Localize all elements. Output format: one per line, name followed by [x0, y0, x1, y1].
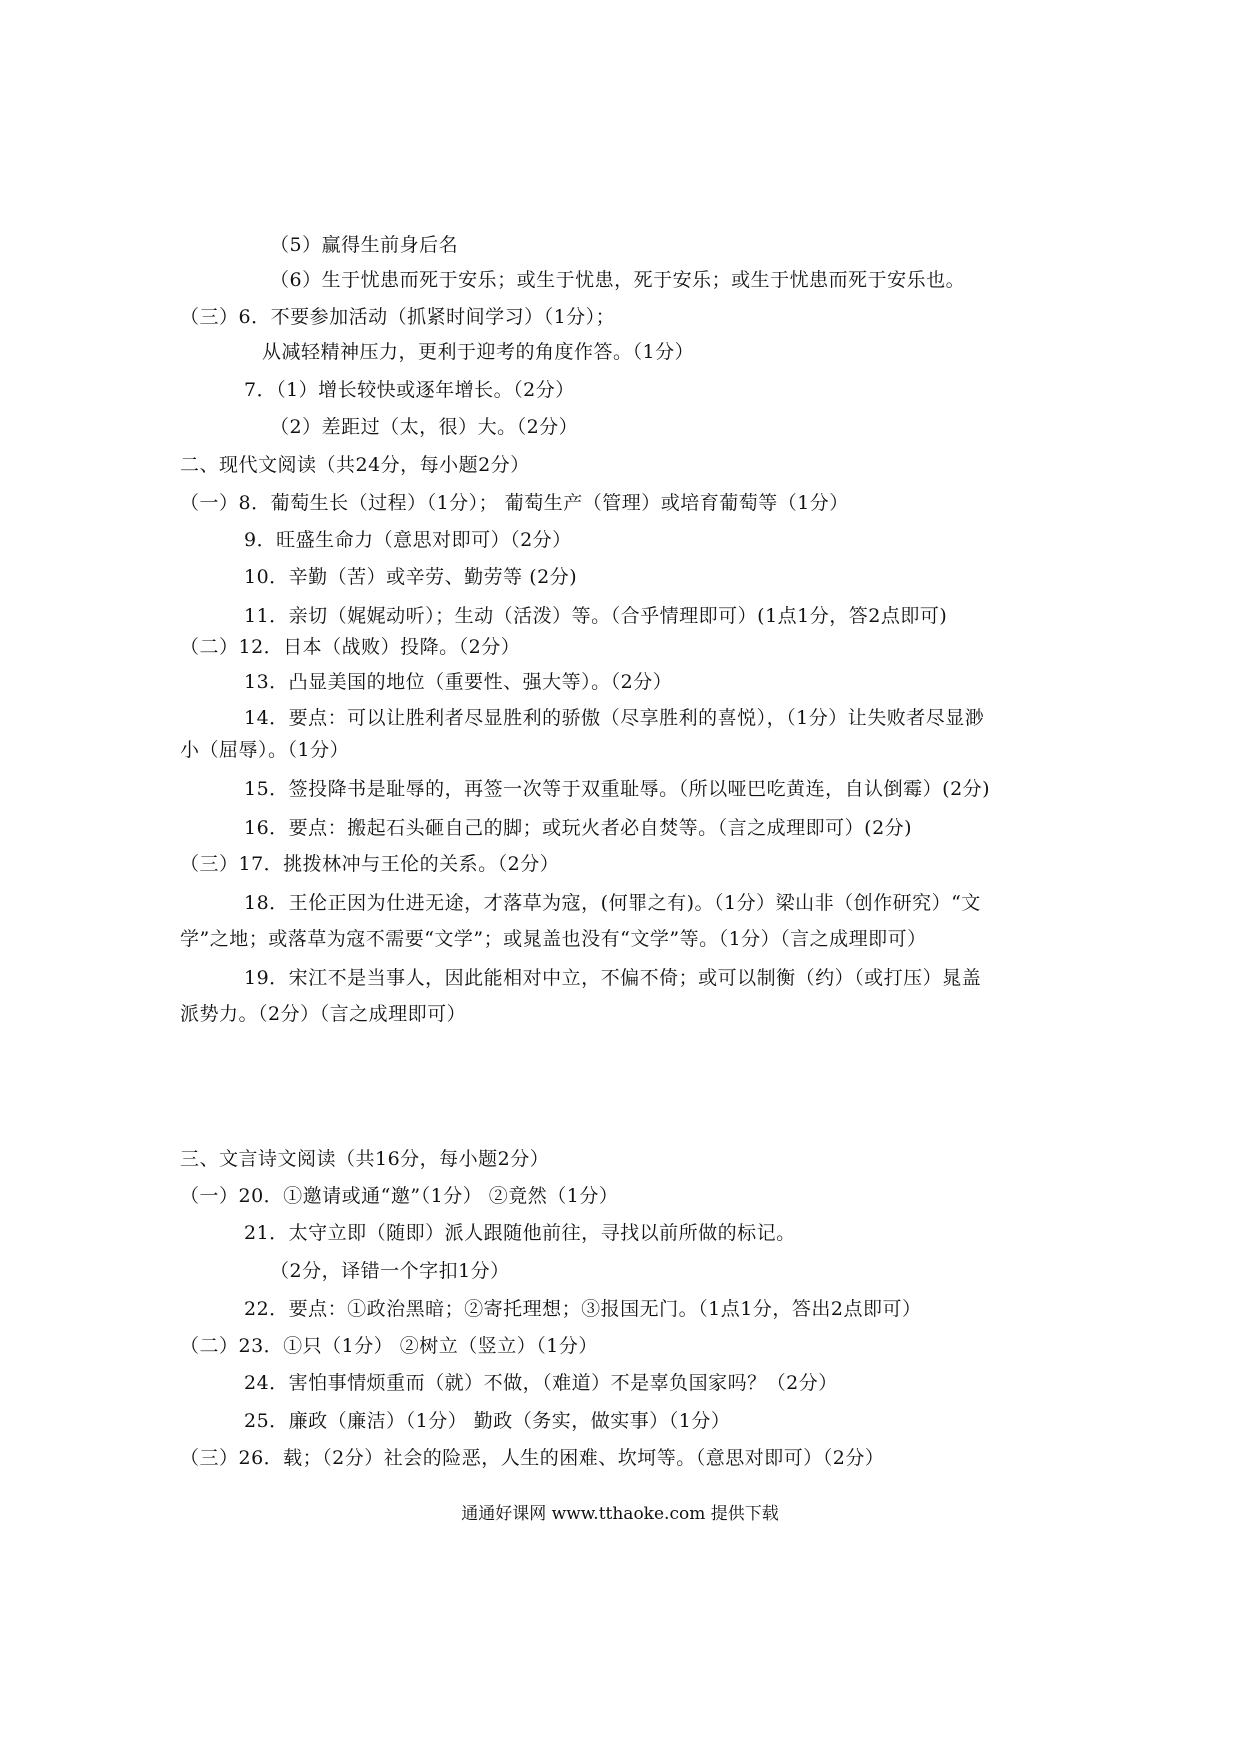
answer-line: （二）23．①只（1分） ②树立（竖立）（1分）: [180, 1335, 598, 1357]
answer-line: （5）赢得生前身后名: [270, 234, 459, 256]
answer-line: （一）20．①邀请或通“邀”（1分） ②竟然（1分）: [180, 1185, 619, 1207]
page-footer: 通通好课网 www.tthaoke.com 提供下载: [461, 1504, 779, 1524]
answer-line: 派势力。（2分）（言之成理即可）: [180, 1003, 467, 1025]
section-heading: 三、文言诗文阅读（共16分，每小题2分）: [180, 1148, 550, 1170]
section-heading: 二、现代文阅读（共24分，每小题2分）: [180, 454, 530, 476]
answer-line: （三）26．载；（2分）社会的险恶，人生的困难、坎坷等。（意思对即可）（2分）: [180, 1447, 885, 1469]
answer-line: 16．要点：搬起石头砸自己的脚；或玩火者必自焚等。（言之成理即可）(2分): [244, 817, 913, 839]
answer-line: （三）6．不要参加活动（抓紧时间学习）（1分）；: [180, 306, 616, 328]
answer-line: 小（屈辱）。（1分）: [180, 739, 350, 761]
answer-line: 25．廉政（廉洁）（1分） 勤政（务实，做实事）（1分）: [244, 1410, 731, 1432]
answer-line: 18．王伦正因为仕进无途，才落草为寇，(何罪之有)。（1分）梁山非（创作研究）“文: [244, 892, 981, 914]
answer-line: （一）8．葡萄生长（过程）（1分）； 葡萄生产（管理）或培育葡萄等（1分）: [180, 492, 849, 514]
answer-line: 24．害怕事情烦重而（就）不做，（难道）不是辜负国家吗？（2分）: [244, 1372, 838, 1394]
answer-line: 21．太守立即（随即）派人跟随他前往，寻找以前所做的标记。: [244, 1222, 796, 1244]
answer-line: 14．要点：可以让胜利者尽显胜利的骄傲（尽享胜利的喜悦），（1分）让失败者尽显渺: [244, 707, 985, 729]
answer-line: 10．辛勤（苦）或辛劳、勤劳等 (2分): [244, 566, 578, 588]
answer-line: （三）17．挑拨林冲与王伦的关系。（2分）: [180, 853, 560, 875]
answer-line: 13．凸显美国的地位（重要性、强大等）。（2分）: [244, 671, 673, 693]
answer-line: 从减轻精神压力，更利于迎考的角度作答。（1分）: [262, 341, 695, 363]
answer-line: 学”之地；或落草为寇不需要“文学”；或晁盖也没有“文学”等。（1分）（言之成理即可）: [180, 928, 927, 950]
answer-line: （6）生于忧患而死于安乐；或生于忧患，死于安乐；或生于忧患而死于安乐也。: [270, 269, 966, 291]
answer-line: （二）12．日本（战败）投降。（2分）: [180, 636, 521, 658]
answer-line: 15．签投降书是耻辱的，再签一次等于双重耻辱。（所以哑巴吃黄连，自认倒霉）(2分): [244, 778, 991, 800]
answer-line: 7．（1）增长较快或逐年增长。（2分）: [244, 379, 575, 401]
answer-line: 19．宋江不是当事人，因此能相对中立，不偏不倚；或可以制衡（约）（或打压）晁盖: [244, 967, 982, 989]
answer-line: （2分，译错一个字扣1分）: [270, 1260, 510, 1282]
answer-line: 9．旺盛生命力（意思对即可）（2分）: [244, 529, 572, 551]
answer-line: （2）差距过（太，很）大。（2分）: [270, 416, 579, 438]
answer-line: 22．要点：①政治黑暗；②寄托理想；③报国无门。（1点1分，答出2点即可）: [244, 1298, 922, 1320]
answer-line: 11．亲切（娓娓动听）；生动（活泼）等。（合乎情理即可）(1点1分，答2点即可): [244, 605, 948, 627]
